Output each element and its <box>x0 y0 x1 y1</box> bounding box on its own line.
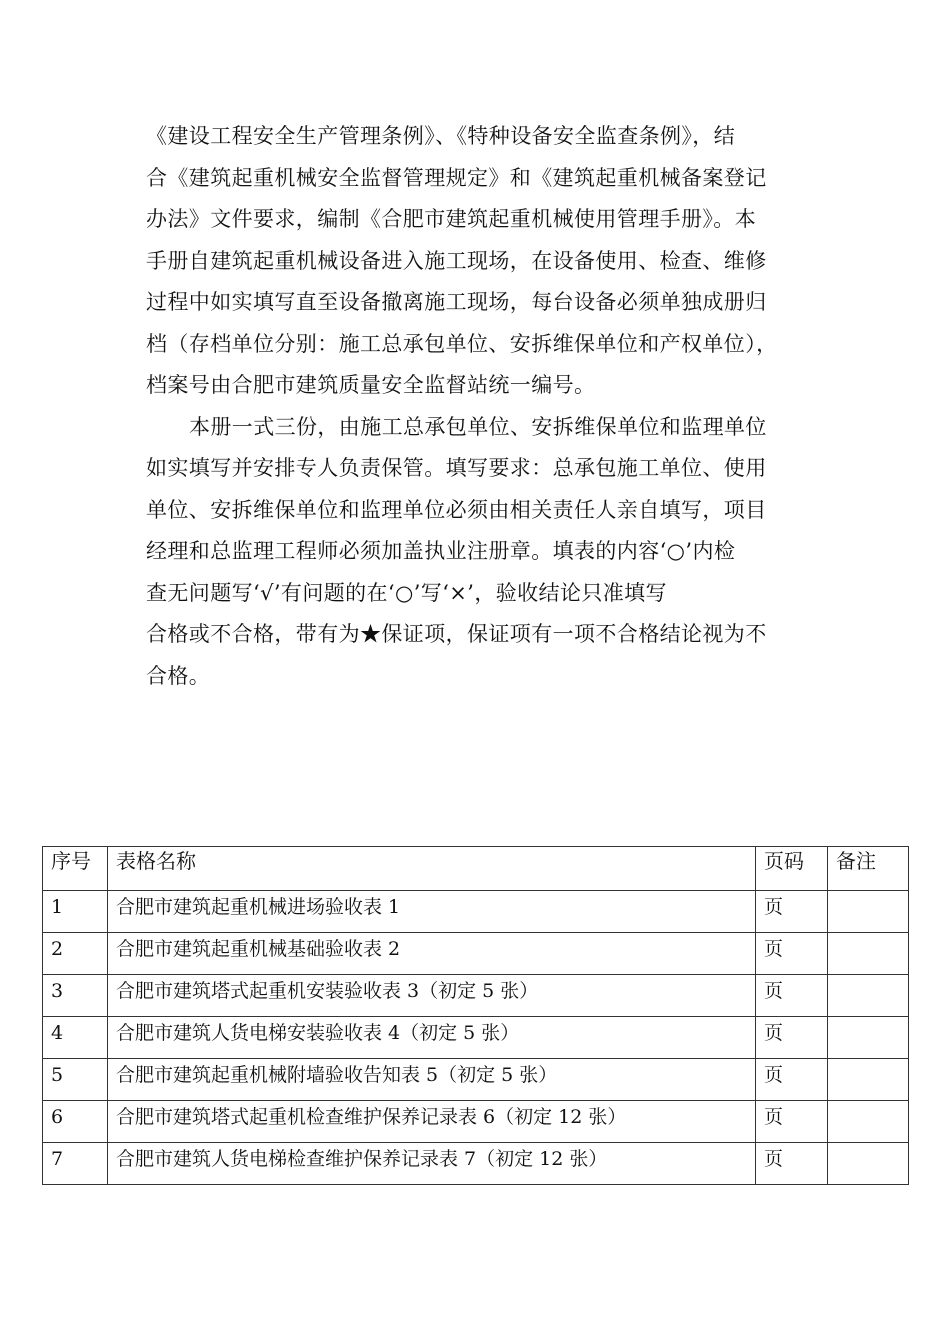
text-line: 如实填写并安排专人负责保管。填写要求：总承包施工单位、使用 <box>146 456 767 480</box>
cell-remarks <box>828 933 909 975</box>
cell-remarks <box>828 1101 909 1143</box>
table-row <box>43 1059 909 1101</box>
cell-serial-number: 6 <box>43 1101 108 1143</box>
table-header-row <box>43 847 909 891</box>
table-row <box>43 933 909 975</box>
table-row <box>43 1143 909 1185</box>
cell-page-number: 页 <box>756 1059 828 1101</box>
cell-serial-number: 4 <box>43 1017 108 1059</box>
cell-page-number: 页 <box>756 891 828 933</box>
header-page-number: 页码 <box>756 847 828 891</box>
cell-form-name: 合肥市建筑人货电梯安装验收表 4（初定 5 张） <box>108 1017 756 1059</box>
document-body <box>146 116 818 697</box>
cell-serial-number: 7 <box>43 1143 108 1185</box>
text-line: 手册自建筑起重机械设备进入施工现场，在设备使用、检查、维修 <box>146 248 767 273</box>
cell-serial-number: 2 <box>43 933 108 975</box>
text-line: 合《建筑起重机械安全监督管理规定》和《建筑起重机械备案登记 <box>146 165 767 190</box>
cell-page-number: 页 <box>756 1017 828 1059</box>
text-line: 过程中如实填写直至设备撤离施工现场，每台设备必须单独成册归 <box>146 290 767 314</box>
cell-remarks <box>828 975 909 1017</box>
text-line: 《建设工程安全生产管理条例》、《特种设备安全监查条例》，结 <box>146 124 736 148</box>
text-line: 查无问题写‘√’有问题的在‘○’写‘×’，验收结论只准填写 <box>146 580 667 605</box>
cell-serial-number: 5 <box>43 1059 108 1101</box>
form-index-table <box>42 846 909 1185</box>
cell-serial-number: 1 <box>43 891 108 933</box>
cell-remarks <box>828 1143 909 1185</box>
cell-page-number: 页 <box>756 1143 828 1185</box>
paragraph-fill-requirements <box>146 407 818 698</box>
table-row <box>43 891 909 933</box>
text-line: 单位、安拆维保单位和监理单位必须由相关责任人亲自填写，项目 <box>146 497 767 522</box>
cell-page-number: 页 <box>756 975 828 1017</box>
header-form-name: 表格名称 <box>108 847 756 891</box>
text-line: 档（存档单位分别：施工总承包单位、安拆维保单位和产权单位）， <box>146 331 778 356</box>
header-remarks: 备注 <box>828 847 909 891</box>
cell-form-name: 合肥市建筑起重机械进场验收表 1 <box>108 891 756 933</box>
cell-form-name: 合肥市建筑起重机械附墙验收告知表 5（初定 5 张） <box>108 1059 756 1101</box>
text-line: 合格。 <box>146 663 211 688</box>
cell-remarks <box>828 1059 909 1101</box>
cell-page-number: 页 <box>756 933 828 975</box>
table-row <box>43 1017 909 1059</box>
cell-serial-number: 3 <box>43 975 108 1017</box>
text-line: 办法》文件要求，编制《合肥市建筑起重机械使用管理手册》。本 <box>146 207 757 231</box>
cell-page-number: 页 <box>756 1101 828 1143</box>
cell-remarks <box>828 891 909 933</box>
cell-form-name: 合肥市建筑塔式起重机检查维护保养记录表 6（初定 12 张） <box>108 1101 756 1143</box>
text-line: 合格或不合格，带有为★保证项，保证项有一项不合格结论视为不 <box>146 622 767 646</box>
header-serial-number: 序号 <box>43 847 108 891</box>
table-row <box>43 975 909 1017</box>
text-line: 经理和总监理工程师必须加盖执业注册章。填表的内容‘○’内检 <box>146 539 736 563</box>
text-line: 档案号由合肥市建筑质量安全监督站统一编号。 <box>146 373 596 397</box>
cell-form-name: 合肥市建筑人货电梯检查维护保养记录表 7（初定 12 张） <box>108 1143 756 1185</box>
text-line: 本册一式三份，由施工总承包单位、安拆维保单位和监理单位 <box>189 414 767 439</box>
cell-remarks <box>828 1017 909 1059</box>
cell-form-name: 合肥市建筑塔式起重机安装验收表 3（初定 5 张） <box>108 975 756 1017</box>
paragraph-regulations <box>146 116 818 407</box>
cell-form-name: 合肥市建筑起重机械基础验收表 2 <box>108 933 756 975</box>
table-row <box>43 1101 909 1143</box>
